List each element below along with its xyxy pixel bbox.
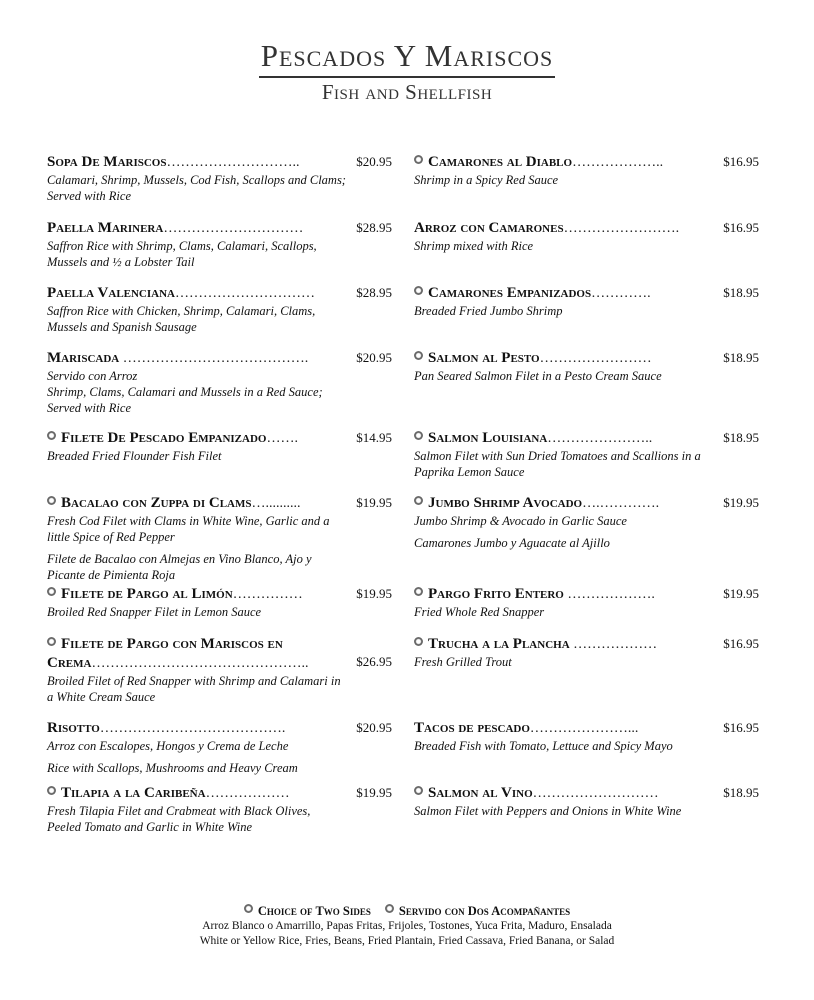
menu-item-leader-dots: ………………. — [563, 587, 655, 602]
menu-item-name-wrap — [47, 721, 285, 736]
menu-item-name: Risotto — [47, 720, 100, 736]
menu-item-description-alt: Filete de Bacalao con Almejas en Vino Blanco, Ajo y Picante de Pimienta Roja — [47, 552, 312, 582]
menu-item-name-wrap — [47, 496, 300, 511]
menu-item-leader-dots: ………………….. — [547, 431, 653, 446]
menu-item-title-row — [47, 784, 392, 803]
menu-item-price: $16.95 — [723, 154, 759, 169]
menu-item-description: Breaded Fish with Tomato, Lettuce and Spicy Mayo — [414, 739, 673, 753]
menu-item-name-wrap — [414, 587, 655, 602]
menu-item — [414, 219, 759, 254]
menu-item-price: $19.95 — [356, 495, 392, 510]
bullet-icon — [414, 431, 423, 440]
menu-item-price: $20.95 — [356, 350, 392, 365]
sides-heading — [0, 904, 814, 919]
menu-item-name: Camarones al Diablo — [428, 154, 573, 170]
menu-item-description: Saffron Rice with Shrimp, Clams, Calamari, Scallops, Mussels and ½ a Lobster Tail — [47, 239, 317, 269]
bullet-icon — [47, 637, 56, 646]
menu-item-leader-dots: …………… — [232, 587, 303, 602]
menu-item-leader-dots: …………. — [591, 286, 651, 301]
menu-item-title-row — [47, 219, 392, 238]
menu-item-description: Jumbo Shrimp & Avocado in Garlic Sauce — [414, 514, 627, 528]
menu-item-leader-dots: ……………… — [205, 786, 290, 801]
menu-item-title-row — [414, 153, 759, 172]
menu-item-description: Fresh Tilapia Filet and Crabmeat with Black Olives, Peeled Tomato and Garlic in White Wine — [47, 804, 311, 834]
menu-item-price: $19.95 — [723, 586, 759, 601]
menu-item-name-wrap — [414, 431, 652, 446]
menu-item — [47, 494, 392, 583]
menu-item-price: $28.95 — [356, 285, 392, 300]
menu-item-name-wrap — [414, 351, 652, 366]
sides-heading-en: Choice of Two Sides — [257, 904, 371, 918]
sides-heading-es: Servido con Dos Acompañantes — [398, 904, 571, 918]
menu-item-price: $16.95 — [723, 636, 759, 651]
menu-item-title-row — [47, 349, 392, 368]
menu-item-name-wrap — [414, 155, 663, 170]
menu-item-description: Fried Whole Red Snapper — [414, 605, 545, 619]
menu-item-name: Salmon al Pesto — [428, 350, 540, 366]
menu-item-name: Bacalao con Zuppa di Clams — [61, 495, 252, 511]
menu-item-description: Shrimp mixed with Rice — [414, 239, 534, 253]
menu-item — [414, 494, 759, 551]
menu-item-name-wrap — [47, 635, 337, 673]
menu-item-name: Arroz con Camarones — [414, 220, 564, 236]
sides-list-es: Arroz Blanco o Amarrillo, Papas Fritas, Frijoles, Tostones, Yuca Frita, Maduro, Ensalada — [202, 920, 612, 932]
menu-item-name-wrap — [47, 587, 303, 602]
menu-item-leader-dots: ……………………… — [532, 786, 659, 801]
menu-item-title-row — [47, 494, 392, 513]
menu-item-title-row — [414, 284, 759, 303]
menu-item-name: Sopa De Mariscos — [47, 154, 167, 170]
menu-item-name-wrap — [414, 786, 659, 801]
menu-item-leader-dots: …………………………………. — [99, 721, 286, 736]
bullet-icon — [47, 431, 56, 440]
sides-list-en: White or Yellow Rice, Fries, Beans, Fried Plantain, Fried Cassava, Fried Banana, or Salad — [199, 935, 615, 947]
menu-item-name-wrap — [414, 286, 651, 301]
menu-item-name-wrap — [47, 155, 299, 170]
sides-footer — [0, 904, 814, 949]
menu-item-title-row — [47, 284, 392, 303]
menu-item — [414, 153, 759, 188]
menu-item-description: Saffron Rice with Chicken, Shrimp, Calamari, Clams, Mussels and Spanish Sausage — [47, 304, 316, 334]
menu-item-leader-dots: …………………………………. — [119, 351, 309, 366]
menu-item-name-wrap — [47, 286, 315, 301]
menu-item-description: Salmon Filet with Peppers and Onions in White Wine — [414, 804, 682, 818]
menu-item-price: $14.95 — [356, 430, 392, 445]
menu-item-title-row — [414, 349, 759, 368]
menu-item-price: $26.95 — [356, 654, 392, 669]
menu-item — [47, 284, 392, 335]
menu-item-name: Jumbo Shrimp Avocado — [428, 495, 583, 511]
menu-item-name-wrap — [47, 221, 303, 236]
menu-header — [0, 38, 814, 105]
menu-item-title-row — [414, 429, 759, 448]
menu-item-title-row — [414, 219, 759, 238]
bullet-icon — [414, 351, 423, 360]
menu-item-description: Servido con Arroz Shrimp, Clams, Calamari and Mussels in a Red Sauce; Served with Rice — [47, 369, 323, 415]
bullet-icon — [385, 904, 394, 913]
menu-item — [47, 153, 392, 204]
menu-item-title-row — [414, 719, 759, 738]
menu-item — [47, 784, 392, 835]
menu-item-leader-dots: ……………………………………….. — [91, 656, 309, 671]
menu-item-name: Trucha a la Plancha — [428, 636, 570, 652]
menu-item-leader-dots: ….…………. — [582, 496, 660, 511]
menu-item — [414, 784, 759, 819]
menu-item-price: $18.95 — [723, 430, 759, 445]
menu-item-title-row — [414, 494, 759, 513]
menu-item-description: Fresh Cod Filet with Clams in White Wine, Garlic and a little Spice of Red Pepper — [47, 514, 330, 544]
menu-item-price: $20.95 — [356, 720, 392, 735]
bullet-icon — [414, 155, 423, 164]
menu-item-description: Broiled Red Snapper Filet in Lemon Sauce — [47, 605, 262, 619]
menu-item-name: Paella Valenciana — [47, 285, 175, 301]
menu-item-title-row — [47, 635, 392, 673]
menu-item-name: Filete De Pescado Empanizado — [61, 430, 267, 446]
menu-item-description: Breaded Fried Jumbo Shrimp — [414, 304, 563, 318]
menu-item-price: $18.95 — [723, 350, 759, 365]
menu-item-leader-dots: …………………… — [539, 351, 652, 366]
menu-item-leader-dots: ………………………… — [163, 221, 304, 236]
menu-item-description: Fresh Grilled Trout — [414, 655, 512, 669]
menu-item-name: Salmon Louisiana — [428, 430, 548, 446]
menu-item — [414, 349, 759, 384]
menu-item-description-alt: Rice with Scallops, Mushrooms and Heavy Cream — [47, 761, 298, 775]
menu-item-name-wrap — [47, 786, 290, 801]
menu-item-name: Camarones Empanizados — [428, 285, 592, 301]
menu-item-description: Breaded Fried Flounder Fish Filet — [47, 449, 222, 463]
menu-item-price: $20.95 — [356, 154, 392, 169]
menu-item-price: $28.95 — [356, 220, 392, 235]
menu-item-price: $18.95 — [723, 285, 759, 300]
menu-item-leader-dots: ……………… — [569, 637, 658, 652]
bullet-icon — [244, 904, 253, 913]
bullet-icon — [414, 637, 423, 646]
menu-item — [414, 284, 759, 319]
menu-item-price: $19.95 — [723, 495, 759, 510]
menu-item-name: Filete de Pargo con Mariscos en Crema — [47, 636, 283, 671]
menu-item-title-row — [47, 153, 392, 172]
menu-item-name: Tilapia a la Caribeña — [61, 785, 206, 801]
menu-item-name: Paella Marinera — [47, 220, 164, 236]
menu-item-description: Shrimp in a Spicy Red Sauce — [414, 173, 559, 187]
bullet-icon — [414, 786, 423, 795]
bullet-icon — [414, 496, 423, 505]
menu-item-name-wrap — [414, 721, 638, 736]
menu-item — [414, 429, 759, 480]
menu-item-name-wrap — [47, 351, 308, 366]
menu-item-leader-dots: ……………………….. — [166, 155, 300, 170]
menu-item-name: Tacos de pescado — [414, 720, 530, 736]
menu-item-description: Broiled Filet of Red Snapper with Shrimp and Calamari in a White Cream Sauce — [47, 674, 341, 704]
bullet-icon — [47, 496, 56, 505]
menu-item-price: $19.95 — [356, 586, 392, 601]
menu-item-title-row — [47, 719, 392, 738]
menu-item-price: $16.95 — [723, 220, 759, 235]
menu-item — [47, 349, 392, 416]
menu-item-description-alt: Camarones Jumbo y Aguacate al Ajillo — [414, 536, 610, 550]
menu-item — [47, 429, 392, 464]
menu-item — [47, 719, 392, 776]
menu-item-leader-dots: …………………... — [529, 721, 639, 736]
menu-item-name: Mariscada — [47, 350, 120, 366]
menu-item-name-wrap — [414, 637, 657, 652]
bullet-icon — [414, 286, 423, 295]
menu-item — [47, 635, 392, 705]
menu-item-leader-dots: ….......... — [251, 496, 301, 511]
menu-item-price: $18.95 — [723, 785, 759, 800]
bullet-icon — [414, 587, 423, 596]
menu-item-title-row — [414, 635, 759, 654]
menu-item-name: Filete de Pargo al Limón — [61, 586, 233, 602]
menu-item-name: Pargo Frito Entero — [428, 586, 564, 602]
bullet-icon — [47, 587, 56, 596]
menu-item-title-row — [47, 429, 392, 448]
menu-item-title-row — [414, 585, 759, 604]
menu-item-description: Salmon Filet with Sun Dried Tomatoes and Scallions in a Paprika Lemon Sauce — [414, 449, 701, 479]
menu-item-leader-dots: ……………………. — [563, 221, 680, 236]
menu-item-price: $19.95 — [356, 785, 392, 800]
menu-item-description: Arroz con Escalopes, Hongos y Crema de Leche — [47, 739, 289, 753]
menu-item — [47, 585, 392, 620]
menu-item — [414, 719, 759, 754]
menu-item-name: Salmon al Vino — [428, 785, 533, 801]
page-subtitle: Fish and Shellfish — [321, 80, 493, 104]
menu-item-leader-dots: ………………………… — [175, 286, 315, 301]
page-title: Pescados Y Mariscos — [259, 38, 556, 78]
menu-item-title-row — [47, 585, 392, 604]
menu-item-name-wrap — [47, 431, 298, 446]
menu-item-title-row — [414, 784, 759, 803]
menu-item — [47, 219, 392, 270]
menu-item-name-wrap — [414, 221, 679, 236]
menu-item-description: Pan Seared Salmon Filet in a Pesto Cream Sauce — [414, 369, 662, 383]
menu-item — [414, 635, 759, 670]
menu-item-leader-dots: ……. — [266, 431, 298, 446]
menu-item-name-wrap — [414, 496, 659, 511]
bullet-icon — [47, 786, 56, 795]
menu-item-description: Calamari, Shrimp, Mussels, Cod Fish, Scallops and Clams; Served with Rice — [47, 173, 346, 203]
menu-item — [414, 585, 759, 620]
menu-item-leader-dots: ……………….. — [572, 155, 664, 170]
menu-item-price: $16.95 — [723, 720, 759, 735]
